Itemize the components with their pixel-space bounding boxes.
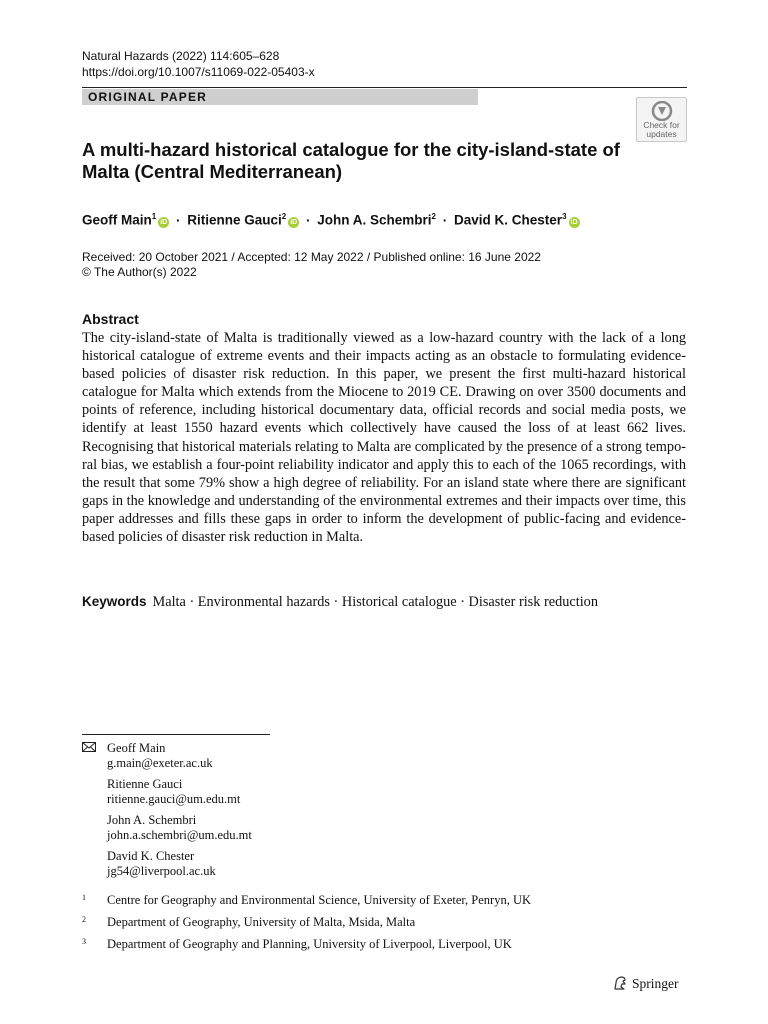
contact-name: John A. Schembri xyxy=(107,813,197,827)
article-type-badge: ORIGINAL PAPER xyxy=(82,89,478,105)
check-updates-line2: updates xyxy=(646,129,677,139)
contact-entry xyxy=(107,777,240,807)
springer-horse-icon xyxy=(612,975,628,991)
abstract-heading: Abstract xyxy=(82,311,139,327)
check-for-updates-button[interactable] xyxy=(636,97,687,142)
orcid-icon[interactable]: iD xyxy=(570,218,578,226)
keywords-list: Malta · Environmental hazards · Historical catalogue · Disaster risk reduction xyxy=(152,594,598,610)
author-affiliation-sup: 3 xyxy=(562,212,567,221)
affiliation-number: 1 xyxy=(82,893,86,902)
author-separator: · xyxy=(305,212,311,228)
publisher-name: Springer xyxy=(632,976,679,991)
doi-link[interactable]: https://doi.org/10.1007/s11069-022-05403-x xyxy=(82,65,315,79)
contact-name: David K. Chester xyxy=(107,849,195,863)
footnote-rule xyxy=(82,734,270,735)
contact-email[interactable]: jg54@liverpool.ac.uk xyxy=(107,864,216,878)
author-list xyxy=(82,208,580,230)
author-separator: · xyxy=(442,212,448,228)
contact-email[interactable]: john.a.schembri@um.edu.mt xyxy=(107,828,252,842)
paper-title: A multi-hazard historical catalogue for the city-island-state of Malta (Central Mediterranean) xyxy=(82,139,620,182)
contact-entry xyxy=(107,849,216,879)
orcid-icon[interactable]: iD xyxy=(290,218,298,226)
keywords-label: Keywords xyxy=(82,594,147,609)
author-separator: · xyxy=(175,212,181,228)
author-name[interactable]: Geoff Main xyxy=(82,212,152,228)
affiliation-text: Department of Geography, University of Malta, Msida, Malta xyxy=(107,915,416,929)
keywords xyxy=(82,593,598,611)
affiliation-text: Centre for Geography and Environmental Science, University of Exeter, Penryn, UK xyxy=(107,893,532,907)
copyright-line: © The Author(s) 2022 xyxy=(82,265,197,279)
orcid-icon[interactable]: iD xyxy=(160,218,168,226)
check-updates-icon xyxy=(651,101,673,121)
author-name[interactable]: John A. Schembri xyxy=(317,212,432,228)
contact-name: Geoff Main xyxy=(107,741,166,755)
affiliation-text: Department of Geography and Planning, University of Liverpool, Liverpool, UK xyxy=(107,937,512,951)
author-affiliation-sup: 1 xyxy=(151,212,157,221)
contact-email[interactable]: ritienne.gauci@um.edu.mt xyxy=(107,792,241,806)
author-affiliation-sup: 2 xyxy=(281,212,287,221)
envelope-icon xyxy=(82,742,96,752)
contact-entry xyxy=(107,741,213,771)
contact-email[interactable]: g.main@exeter.ac.uk xyxy=(107,756,213,770)
author-affiliation-sup: 2 xyxy=(431,212,436,221)
check-updates-line1: Check for xyxy=(643,120,680,130)
journal-header xyxy=(82,48,315,80)
author-name[interactable]: David K. Chester xyxy=(454,212,563,228)
header-rule xyxy=(82,87,687,88)
affiliation-number: 2 xyxy=(82,915,86,924)
dates-line: Received: 20 October 2021 / Accepted: 12 May 2022 / Published online: 16 June 2022 xyxy=(82,250,541,264)
journal-citation: Natural Hazards (2022) 114:605–628 xyxy=(82,49,280,63)
contact-entry xyxy=(107,813,252,843)
publication-dates xyxy=(82,250,541,280)
publisher-logo xyxy=(612,975,679,992)
contact-name: Ritienne Gauci xyxy=(107,777,183,791)
abstract-text: The city-island-state of Malta is traditionally viewed as a low-hazard country with the lack of a long historical catalogue of extreme events and their impacts acting as an obstacle to formulating evidence-based policies of disaster risk reduction. In this paper, we present the first multi-hazard historical catalogue for Malta which extends from the Miocene to 2019 CE. Drawing on over 3500 documents and points of reference, including historical documentary data, official records and social media posts, we identify at least 1550 hazard events which collectively have caused the loss of at least 662 lives. Recognising that historical materials relating to Malta are complicated by the presence of a strong temporal bias, we establish a four-point reliability indicator and apply this to each of the 1065 recordings, with the result that some 79% show a high degree of reliability. For an island state where there are significant gaps in the knowledge and understanding of the environmental extremes and their impacts over time, this paper addresses and fills these gaps in order to inform the development of public-facing and evidence-based policies of disaster risk reduction in Malta. xyxy=(82,330,686,546)
affiliation-number: 3 xyxy=(82,937,86,946)
author-name[interactable]: Ritienne Gauci xyxy=(187,212,282,228)
